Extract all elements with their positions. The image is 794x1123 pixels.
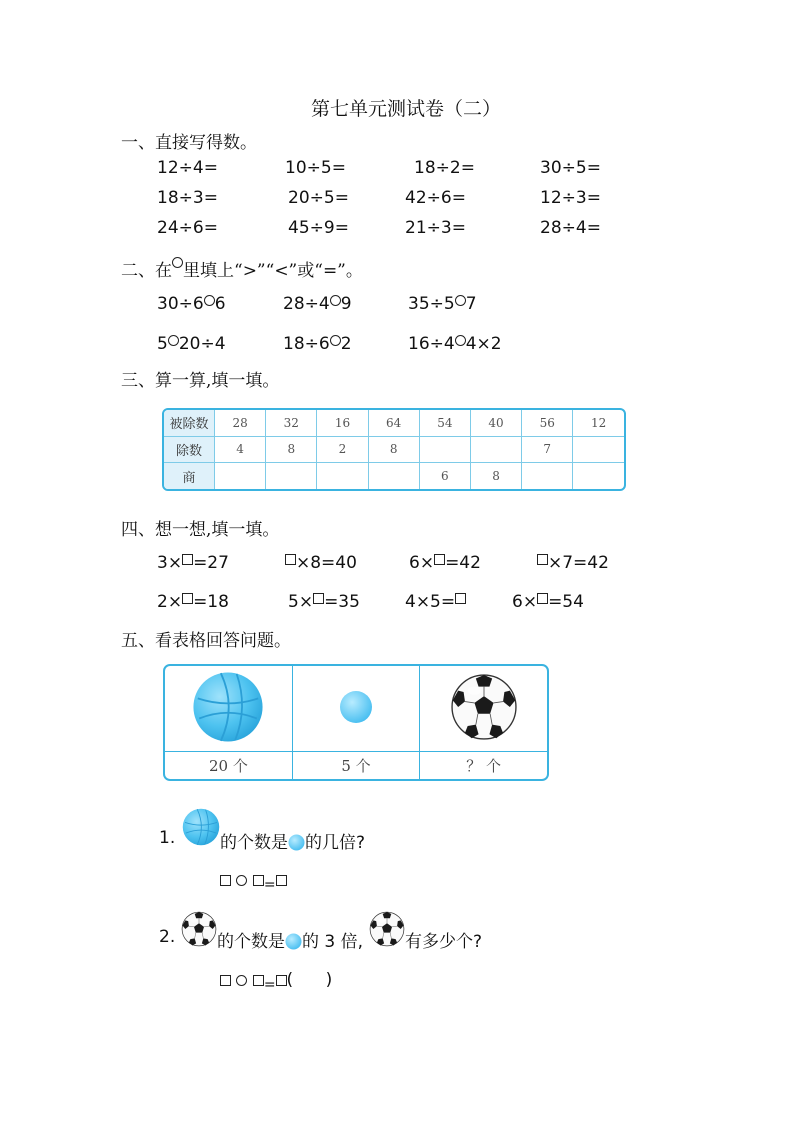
square-blank[interactable] xyxy=(434,554,445,565)
fill-item xyxy=(157,553,229,573)
fill-part: =18 xyxy=(193,592,229,612)
section-2-heading xyxy=(121,256,363,281)
table-cell: 64 xyxy=(368,410,419,436)
blue-ball-icon xyxy=(288,834,305,851)
table-row xyxy=(165,752,547,780)
table-cell: 8 xyxy=(470,463,521,489)
equals-sign: = xyxy=(263,877,276,893)
table-cell xyxy=(292,666,419,752)
ball-count-table xyxy=(163,664,549,781)
basketball-icon xyxy=(182,808,220,846)
compare-left: 35÷5 xyxy=(408,294,455,314)
fill-part: =35 xyxy=(324,592,360,612)
square-blank[interactable] xyxy=(455,593,466,604)
table-cell xyxy=(165,666,292,752)
table-cell: 56 xyxy=(522,410,573,436)
table-cell: 8 xyxy=(368,436,419,463)
compare-item xyxy=(283,334,352,354)
compare-left: 18÷6 xyxy=(283,334,330,354)
table-row xyxy=(164,463,624,489)
compare-item xyxy=(408,294,477,314)
circle-blank[interactable] xyxy=(236,875,247,886)
row-label: 除数 xyxy=(164,436,215,463)
table-cell: 32 xyxy=(266,410,317,436)
basketball-icon xyxy=(192,671,264,743)
fill-part: 3× xyxy=(157,553,183,573)
square-blank[interactable] xyxy=(313,593,324,604)
calc-item: 30÷5= xyxy=(540,158,601,178)
compare-item xyxy=(157,294,226,314)
table-cell: 12 xyxy=(573,410,624,436)
compare-circle-blank[interactable] xyxy=(330,335,341,346)
fill-part: 6× xyxy=(512,592,538,612)
unit-parentheses[interactable]: ( ) xyxy=(286,970,333,990)
table-row xyxy=(165,666,547,752)
square-blank[interactable] xyxy=(220,975,231,986)
compare-item xyxy=(283,294,352,314)
calc-item: 21÷3= xyxy=(405,218,466,238)
square-blank[interactable] xyxy=(537,554,548,565)
square-blank[interactable] xyxy=(537,593,548,604)
table-cell[interactable] xyxy=(573,436,624,463)
square-blank[interactable] xyxy=(276,875,287,886)
square-blank[interactable] xyxy=(182,593,193,604)
fill-item xyxy=(285,553,357,573)
question-text: 的几倍? xyxy=(305,833,366,853)
compare-left: 16÷4 xyxy=(408,334,455,354)
table-cell[interactable] xyxy=(215,463,266,489)
fill-part: 4×5= xyxy=(405,592,456,612)
answer-formula-2 xyxy=(220,970,332,993)
circle-blank[interactable] xyxy=(236,975,247,986)
table-cell[interactable] xyxy=(573,463,624,489)
table-cell: 16 xyxy=(317,410,368,436)
fill-part: ×8=40 xyxy=(296,553,357,573)
soccer-ball-icon xyxy=(369,911,405,947)
compare-right: 7 xyxy=(465,294,477,314)
compare-circle-blank[interactable] xyxy=(455,335,466,346)
table-cell[interactable] xyxy=(317,463,368,489)
table-cell[interactable] xyxy=(266,463,317,489)
compare-left: 5 xyxy=(157,334,168,354)
calc-item: 12÷4= xyxy=(157,158,218,178)
calc-item: 42÷6= xyxy=(405,188,466,208)
calc-item: 28÷4= xyxy=(540,218,601,238)
blue-ball-icon xyxy=(285,933,302,950)
table-cell[interactable] xyxy=(368,463,419,489)
fill-part: =54 xyxy=(548,592,584,612)
square-blank[interactable] xyxy=(220,875,231,886)
compare-item xyxy=(157,334,226,354)
table-cell xyxy=(420,666,547,752)
compare-circle-blank[interactable] xyxy=(455,295,466,306)
question-text: 的 3 倍, xyxy=(302,932,364,952)
compare-item xyxy=(408,334,502,354)
table-cell[interactable] xyxy=(522,463,573,489)
square-blank[interactable] xyxy=(276,975,287,986)
fill-item xyxy=(409,553,481,573)
question-text: 的个数是 xyxy=(217,932,285,952)
fill-item xyxy=(512,592,584,612)
table-cell[interactable] xyxy=(419,436,470,463)
square-blank[interactable] xyxy=(253,875,264,886)
blue-ball-icon xyxy=(339,690,373,724)
heading-part: 里填上“>”“<”或“=”。 xyxy=(183,261,363,281)
table-cell: 2 xyxy=(317,436,368,463)
table-cell[interactable] xyxy=(470,436,521,463)
table-cell: 28 xyxy=(215,410,266,436)
compare-right: 9 xyxy=(340,294,352,314)
fill-item xyxy=(157,592,229,612)
table-cell: ？ 个 xyxy=(420,752,547,780)
section-4-heading: 四、想一想,填一填。 xyxy=(121,520,280,540)
fill-part: =27 xyxy=(193,553,229,573)
question-2-number: 2. xyxy=(159,927,176,947)
compare-left: 28÷4 xyxy=(283,294,330,314)
section-1-heading: 一、直接写得数。 xyxy=(121,133,257,153)
row-label: 被除数 xyxy=(164,410,215,436)
compare-right: 2 xyxy=(340,334,352,354)
fill-part: 2× xyxy=(157,592,183,612)
fill-part: 6× xyxy=(409,553,435,573)
square-blank[interactable] xyxy=(285,554,296,565)
calc-item: 20÷5= xyxy=(288,188,349,208)
table-cell: 7 xyxy=(522,436,573,463)
fill-item xyxy=(405,592,466,612)
compare-circle-blank[interactable] xyxy=(204,295,215,306)
soccer-ball-icon xyxy=(181,911,217,947)
fill-item xyxy=(537,553,609,573)
answer-formula-1 xyxy=(220,870,287,893)
section-3-heading: 三、算一算,填一填。 xyxy=(121,371,280,391)
soccer-ball-icon xyxy=(450,673,518,741)
page-title: 第七单元测试卷（二） xyxy=(311,98,502,120)
table-cell: 8 xyxy=(266,436,317,463)
table-cell: 54 xyxy=(419,410,470,436)
question-text: 的个数是 xyxy=(220,833,288,853)
table-cell: 6 xyxy=(419,463,470,489)
table-cell: 5 个 xyxy=(292,752,419,780)
question-2-text xyxy=(217,927,363,952)
calc-item: 18÷2= xyxy=(414,158,475,178)
fill-part: ×7=42 xyxy=(548,553,609,573)
compare-circle-blank[interactable] xyxy=(168,335,179,346)
fill-item xyxy=(288,592,360,612)
compare-right: 4×2 xyxy=(465,334,502,354)
division-table xyxy=(162,408,626,491)
calc-item: 18÷3= xyxy=(157,188,218,208)
compare-right: 20÷4 xyxy=(178,334,226,354)
fill-part: =42 xyxy=(445,553,481,573)
calc-item: 24÷6= xyxy=(157,218,218,238)
calc-item: 45÷9= xyxy=(288,218,349,238)
heading-part: 二、在 xyxy=(121,261,172,281)
calc-item: 12÷3= xyxy=(540,188,601,208)
compare-right: 6 xyxy=(214,294,226,314)
row-label: 商 xyxy=(164,463,215,489)
table-cell: 20 个 xyxy=(165,752,292,780)
square-blank[interactable] xyxy=(182,554,193,565)
table-row xyxy=(164,436,624,463)
compare-left: 30÷6 xyxy=(157,294,204,314)
square-blank[interactable] xyxy=(253,975,264,986)
table-row xyxy=(164,410,624,436)
circle-blank-icon xyxy=(172,257,183,268)
question-1-number: 1. xyxy=(159,828,176,848)
question-1-text xyxy=(220,828,365,853)
table-cell: 40 xyxy=(470,410,521,436)
question-2-text-end: 有多少个? xyxy=(405,932,483,952)
equals-sign: = xyxy=(263,977,276,993)
fill-part: 5× xyxy=(288,592,314,612)
table-cell: 4 xyxy=(215,436,266,463)
compare-circle-blank[interactable] xyxy=(330,295,341,306)
section-5-heading: 五、看表格回答问题。 xyxy=(121,631,291,651)
calc-item: 10÷5= xyxy=(285,158,346,178)
